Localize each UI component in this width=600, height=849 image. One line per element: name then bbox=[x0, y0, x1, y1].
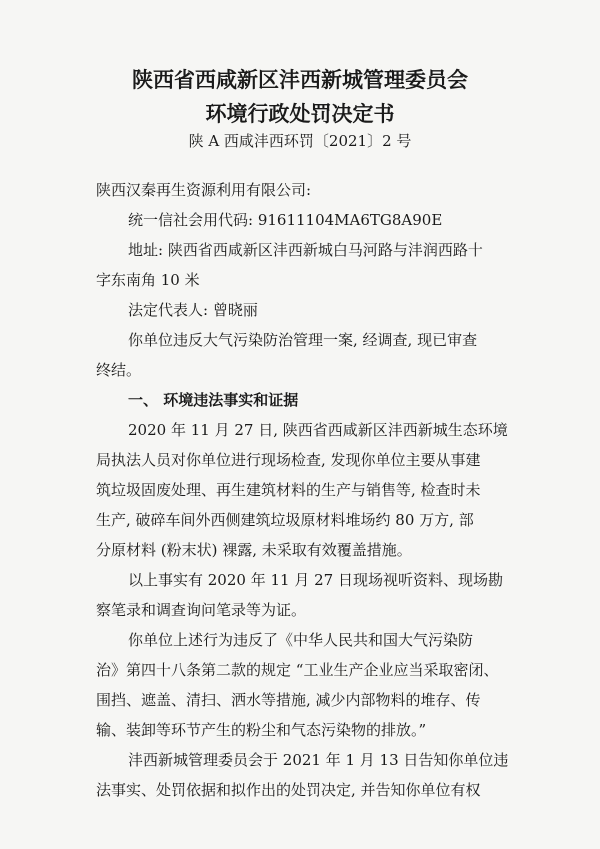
address-line-cont: 字东南角 10 米 bbox=[96, 271, 200, 289]
legal-rep-line: 法定代表人: 曾晓丽 bbox=[128, 301, 258, 319]
paragraph-line: 以上事实有 2020 年 11 月 27 日现场视听资料、现场勘 bbox=[128, 571, 503, 589]
paragraph-line: 沣西新城管理委员会于 2021 年 1 月 13 日告知你单位违 bbox=[128, 751, 509, 769]
paragraph-line: 2020 年 11 月 27 日, 陕西省西咸新区沣西新城生态环境 bbox=[128, 421, 508, 439]
paragraph-line: 生产, 破碎车间外西侧建筑垃圾原材料堆场约 80 万方, 部 bbox=[96, 511, 474, 529]
intro-paragraph-line: 终结。 bbox=[96, 361, 142, 379]
document-title-line1: 陕西省西咸新区沣西新城管理委员会 bbox=[132, 68, 468, 92]
document-title-line2: 环境行政处罚决定书 bbox=[205, 102, 395, 126]
paragraph-line: 法事实、处罚依据和拟作出的处罚决定, 并告知你单位有权 bbox=[96, 781, 481, 799]
paragraph-line: 筑垃圾固废处理、再生建筑材料的生产与销售等, 检查时未 bbox=[96, 481, 481, 499]
credit-code-line: 统一信社会用代码: 91611104MA6TG8A90E bbox=[128, 211, 443, 229]
recipient-line: 陕西汉秦再生资源利用有限公司: bbox=[96, 181, 312, 199]
paragraph-line: 你单位上述行为违反了《中华人民共和国大气污染防 bbox=[128, 631, 474, 649]
paragraph-line: 输、装卸等环节产生的粉尘和气态污染物的排放。” bbox=[96, 721, 427, 739]
address-line: 地址: 陕西省西咸新区沣西新城白马河路与沣润西路十 bbox=[128, 241, 483, 259]
document-number: 陕 A 西咸沣西环罚〔2021〕2 号 bbox=[188, 132, 412, 150]
paragraph-line: 围挡、遮盖、清扫、洒水等措施, 减少内部物料的堆存、传 bbox=[96, 691, 481, 709]
section-heading: 一、 环境违法事实和证据 bbox=[128, 391, 299, 409]
paragraph-line: 治》第四十八条第二款的规定 “工业生产企业应当采取密闭、 bbox=[96, 661, 499, 679]
paragraph-line: 局执法人员对你单位进行现场检查, 发现你单位主要从事建 bbox=[96, 451, 481, 469]
paragraph-line: 分原材料 (粉末状) 裸露, 未采取有效覆盖措施。 bbox=[96, 541, 412, 559]
intro-paragraph-line: 你单位违反大气污染防治管理一案, 经调查, 现已审查 bbox=[128, 331, 478, 349]
paragraph-line: 察笔录和调查询问笔录等为证。 bbox=[96, 601, 307, 619]
